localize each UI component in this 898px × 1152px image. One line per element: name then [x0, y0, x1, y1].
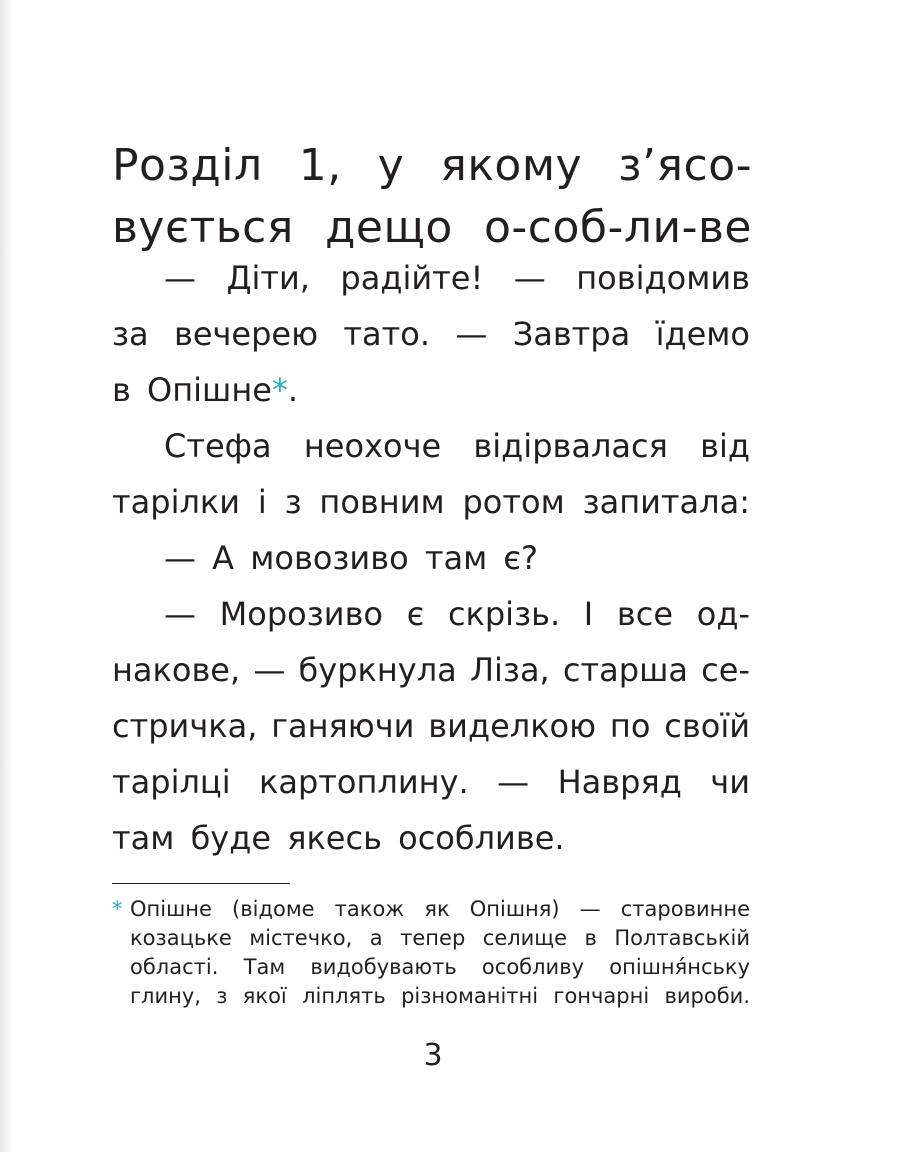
text-line-with-footnote [112, 362, 750, 418]
footnote-line: козацьке містечко, а тепер селище в Полтавській [130, 926, 750, 950]
text-line: — Морозиво є скрізь. І все од- [164, 595, 750, 633]
footnote-line: глину, з якої ліплять різноманітні гончарні вироби. [130, 984, 750, 1008]
footnote-marker[interactable]: * [271, 371, 288, 409]
footnote-text [130, 895, 750, 1011]
paragraph-4 [112, 586, 750, 866]
text-line: стричка, ганяючи виделкою по своїй [112, 707, 750, 745]
text-line: накове, — буркнула Ліза, старша се- [112, 651, 750, 689]
text-punctuation: . [287, 371, 299, 409]
page-edge-shadow [0, 0, 14, 1152]
footnote [112, 895, 750, 1011]
page-number: 3 [423, 1038, 443, 1073]
text-line: за вечерею тато. — Завтра їдемо [112, 315, 750, 353]
footnote-divider [112, 883, 290, 884]
text-line: тарілки і з повним ротом запитала: [112, 483, 750, 521]
footnote-line: Опішне (відоме також як Опішня) — старовинне [130, 897, 750, 921]
text-line: в Опішне [112, 371, 272, 409]
text-line: тарілці картоплину. — Навряд чи [112, 763, 750, 801]
paragraph-3 [112, 530, 750, 586]
paragraph-1 [112, 250, 750, 418]
footnote-line: області. Там видобувають особливу опішня́нську [130, 955, 750, 979]
text-line: — Діти, радійте! — повідомив [164, 259, 750, 297]
chapter-title [112, 135, 752, 259]
chapter-title-line-1: Розділ 1, у якому з’ясо- [112, 140, 752, 192]
body-text [112, 250, 750, 866]
text-line: — А мовозиво там є? [164, 539, 538, 577]
chapter-title-line-2: вується дещо о-соб-ли-ве [112, 202, 752, 254]
footnote-asterisk: * [112, 897, 123, 921]
text-line: Стефа неохоче відірвалася від [164, 427, 750, 465]
paragraph-2 [112, 418, 750, 530]
text-line: там буде якесь особливе. [112, 819, 565, 857]
